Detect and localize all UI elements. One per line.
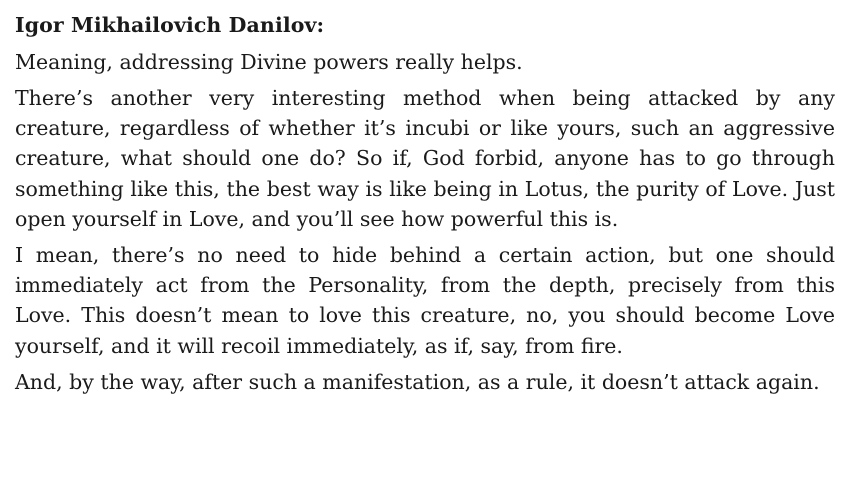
paragraph-1: Meaning, addressing Divine powers really helps.: [15, 49, 523, 74]
paragraph-2: There’s another very interesting method when being attacked by any creature, regardless of whether it’s incubi or like yours, such an aggressive creature, what should one do? So if, God forbid, anyone has to go through something like this, the best way is like being in Lotus, the purity of Love. Just open yourself in Love, and you’ll see how powerful this is.: [15, 86, 835, 231]
speaker-name: Igor Mikhailovich Danilov:: [15, 13, 325, 37]
paragraph-4: And, by the way, after such a manifestation, as a rule, it doesn’t attack again.: [15, 369, 820, 394]
document-page: [15, 10, 835, 403]
paragraph-3: I mean, there’s no need to hide behind a certain action, but one should immediately act from the Personality, from the depth, precisely from this Love. This doesn’t mean to love this creature, no, you should become Love yourself, and it will recoil immediately, as if, say, from fire.: [15, 243, 835, 358]
